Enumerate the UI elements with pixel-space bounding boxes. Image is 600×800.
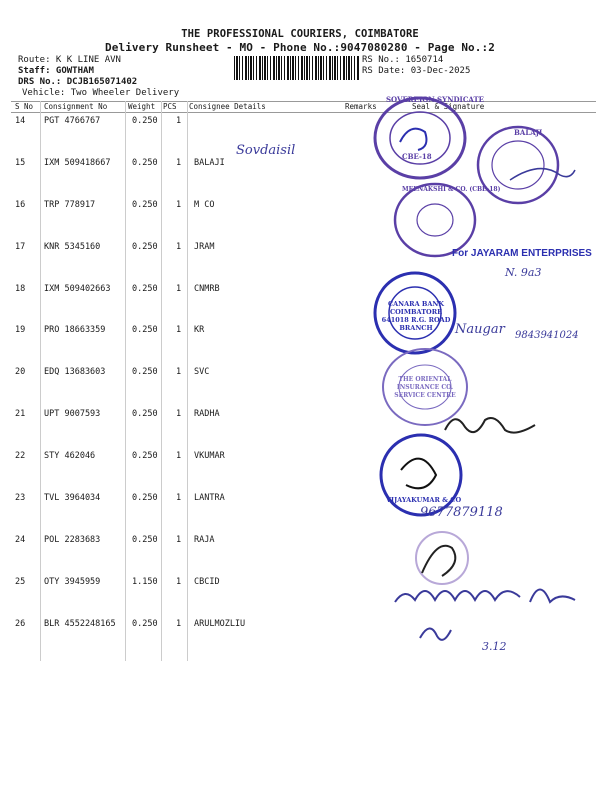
row-weight: 0.250 bbox=[132, 116, 158, 126]
col-sno: S No bbox=[15, 102, 34, 111]
vijayakumar-stamp-text: VIJAYAKUMAR & CO bbox=[386, 496, 462, 504]
balaji-stamp-text: BALAJI bbox=[514, 128, 543, 137]
row-consignment: IXM 509418667 bbox=[44, 158, 111, 168]
row-sno: 18 bbox=[15, 284, 26, 294]
arulmozhi-signature bbox=[415, 618, 455, 648]
row-sno: 15 bbox=[15, 158, 26, 168]
row-weight: 0.250 bbox=[132, 451, 158, 461]
vehicle-label: Vehicle: Two Wheeler Delivery bbox=[22, 88, 180, 98]
drs-barcode bbox=[234, 56, 360, 80]
col-remarks: Remarks bbox=[345, 102, 377, 111]
row-sno: 19 bbox=[15, 325, 26, 335]
row-weight: 0.250 bbox=[132, 493, 158, 503]
row-weight: 0.250 bbox=[132, 619, 158, 629]
row-sno: 24 bbox=[15, 535, 26, 545]
row-consignment: EDQ 13683603 bbox=[44, 367, 106, 377]
row-sno: 14 bbox=[15, 116, 26, 126]
row-weight: 0.250 bbox=[132, 409, 158, 419]
col-pcs: PCS bbox=[163, 102, 177, 111]
row-consignee: SVC bbox=[194, 367, 210, 377]
row-consignment: KNR 5345160 bbox=[44, 242, 101, 252]
company-title: THE PROFESSIONAL COURIERS, COIMBATORE bbox=[181, 28, 419, 40]
cbcid-signature bbox=[390, 572, 590, 622]
row-weight: 1.150 bbox=[132, 577, 158, 587]
row-sno: 25 bbox=[15, 577, 26, 587]
row-consignee: M CO bbox=[194, 200, 215, 210]
row-pcs: 1 bbox=[176, 451, 182, 461]
naugar-signature: Naugar bbox=[455, 322, 505, 337]
row-sno: 22 bbox=[15, 451, 26, 461]
jayaram-signature: N. 9a3 bbox=[505, 266, 542, 279]
row-consignment: TRP 778917 bbox=[44, 200, 96, 210]
row-consignee: ARULMOZLIU bbox=[194, 619, 246, 629]
row-pcs: 1 bbox=[176, 577, 182, 587]
row-consignee: BALAJI bbox=[194, 158, 225, 168]
row-sno: 21 bbox=[15, 409, 26, 419]
row-consignee: RAJA bbox=[194, 535, 215, 545]
row-consignee: VKUMAR bbox=[194, 451, 225, 461]
row-pcs: 1 bbox=[176, 158, 182, 168]
row-consignee: JRAM bbox=[194, 242, 215, 252]
sovereign-stamp-city: CBE-18 bbox=[402, 152, 432, 161]
row-weight: 0.250 bbox=[132, 325, 158, 335]
row-weight: 0.250 bbox=[132, 200, 158, 210]
runsheet-subtitle: Delivery Runsheet - MO - Phone No.:9047080280 - Page No.:2 bbox=[105, 41, 495, 54]
row-pcs: 1 bbox=[176, 242, 182, 252]
oriental-stamp-text: THE ORIENTAL INSURANCE CO. SERVICE CENTRE bbox=[394, 376, 456, 399]
rs-date: RS Date: 03-Dec-2025 bbox=[362, 66, 471, 76]
row-consignee: CBCID bbox=[194, 577, 220, 587]
row-sno: 23 bbox=[15, 493, 26, 503]
row-sno: 17 bbox=[15, 242, 26, 252]
row-consignment: BLR 4552248165 bbox=[44, 619, 116, 629]
row-consignee: CNMRB bbox=[194, 284, 220, 294]
row-weight: 0.250 bbox=[132, 284, 158, 294]
date-26: 3.12 bbox=[482, 640, 507, 653]
phone-19: 9843941024 bbox=[515, 330, 579, 341]
row-sno: 16 bbox=[15, 200, 26, 210]
col-consignee: Consignee Details bbox=[189, 102, 266, 111]
row-pcs: 1 bbox=[176, 284, 182, 294]
row-pcs: 1 bbox=[176, 367, 182, 377]
row-consignment: POL 2283683 bbox=[44, 535, 101, 545]
row-sno: 26 bbox=[15, 619, 26, 629]
balaji-signature: Sovdaisil bbox=[236, 143, 296, 158]
col-consignment: Consignment No bbox=[44, 102, 108, 111]
col-weight: Weight bbox=[128, 102, 156, 111]
row-weight: 0.250 bbox=[132, 535, 158, 545]
meenakshi-stamp-text: MEENAKSHI & CO. (CBE-18) bbox=[402, 186, 501, 193]
jayaram-stamp: For JAYARAM ENTERPRISES bbox=[452, 248, 592, 259]
row-consignment: OTY 3945959 bbox=[44, 577, 101, 587]
route-label: Route: K K LINE AVN bbox=[18, 55, 121, 65]
row-weight: 0.250 bbox=[132, 158, 158, 168]
table-row bbox=[0, 493, 600, 507]
row-weight: 0.250 bbox=[132, 242, 158, 252]
phone-23: 9677879118 bbox=[420, 505, 503, 520]
rs-number: RS No.: 1650714 bbox=[362, 55, 444, 65]
table-row bbox=[0, 325, 600, 339]
row-consignment: TVL 3964034 bbox=[44, 493, 101, 503]
row-weight: 0.250 bbox=[132, 367, 158, 377]
row-consignment: PRO 18663359 bbox=[44, 325, 106, 335]
row-consignee: RADHA bbox=[194, 409, 220, 419]
row-consignee: KR bbox=[194, 325, 205, 335]
row-pcs: 1 bbox=[176, 116, 182, 126]
row-pcs: 1 bbox=[176, 535, 182, 545]
table-header-rule bbox=[11, 112, 596, 113]
row-consignee: LANTRA bbox=[194, 493, 225, 503]
drs-label: DRS No.: DCJB165071402 bbox=[18, 77, 138, 87]
row-pcs: 1 bbox=[176, 493, 182, 503]
table-row bbox=[0, 535, 600, 549]
row-consignment: PGT 4766767 bbox=[44, 116, 101, 126]
row-pcs: 1 bbox=[176, 200, 182, 210]
staff-label: Staff: GOWTHAM bbox=[18, 66, 94, 76]
sovereign-stamp-text: SOVEREIGN SYNDICATE bbox=[386, 95, 484, 104]
row-pcs: 1 bbox=[176, 409, 182, 419]
sovereign-syndicate-stamp bbox=[370, 92, 470, 182]
row-pcs: 1 bbox=[176, 325, 182, 335]
row-pcs: 1 bbox=[176, 619, 182, 629]
table-top-rule bbox=[11, 101, 596, 102]
col-signature: Seal & Signature bbox=[412, 102, 485, 111]
row-sno: 20 bbox=[15, 367, 26, 377]
canara-bank-stamp-text: CANARA BANK COIMBATORE 641018 R.G. ROAD BRANCH bbox=[381, 300, 451, 332]
row-consignment: STY 462046 bbox=[44, 451, 96, 461]
table-row bbox=[0, 284, 600, 298]
table-row bbox=[0, 367, 600, 381]
row-consignment: UPT 9007593 bbox=[44, 409, 101, 419]
table-row bbox=[0, 451, 600, 465]
row-consignment: IXM 509402663 bbox=[44, 284, 111, 294]
